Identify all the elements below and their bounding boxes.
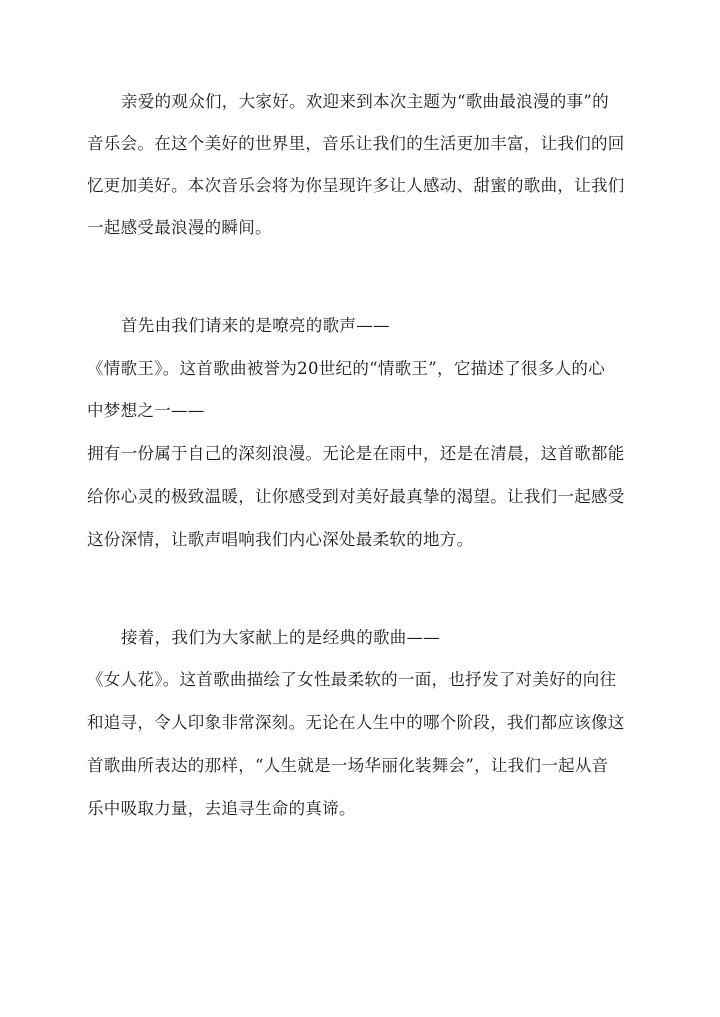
paragraph-3-line-2: 《女人花》。这首歌曲描绘了女性最柔软的一面，也抒发了对美好的向往 [87, 670, 617, 689]
paragraph-3-line-5: 乐中吸取力量，去追寻生命的真谛。 [87, 799, 356, 818]
paragraph-2-line-2: 《情歌王》。这首歌曲被誉为20世纪的“情歌王”，它描述了很多人的心 [87, 359, 606, 378]
paragraph-3-line-4: 首歌曲所表达的那样，“人生就是一场华丽化装舞会”，让我们一起从音 [87, 756, 609, 775]
paragraph-2-line-5: 给你心灵的极致温暖，让你感受到对美好最真挚的渴望。让我们一起感受 [87, 487, 625, 506]
paragraph-1-line-4: 一起感受最浪漫的瞬间。 [87, 218, 272, 237]
paragraph-2-line-1: 首先由我们请来的是嘹亮的歌声—— [121, 316, 390, 335]
paragraph-3-line-3: 和追寻，令人印象非常深刻。无论在人生中的哪个阶段，我们都应该像这 [87, 713, 625, 732]
paragraph-2-line-6: 这份深情，让歌声唱响我们内心深处最柔软的地方。 [87, 530, 474, 549]
paragraph-3-line-1: 接着，我们为大家献上的是经典的歌曲—— [121, 628, 441, 647]
paragraph-2-line-4: 拥有一份属于自己的深刻浪漫。无论是在雨中，还是在清晨，这首歌都能 [87, 444, 625, 463]
paragraph-1-line-2: 音乐会。在这个美好的世界里，音乐让我们的生活更加丰富，让我们的回 [87, 134, 625, 153]
paragraph-1-line-1: 亲爱的观众们，大家好。欢迎来到本次主题为“歌曲最浪漫的事”的 [121, 92, 609, 111]
paragraph-2-line-3: 中梦想之一—— [87, 401, 205, 420]
paragraph-1-line-3: 忆更加美好。本次音乐会将为你呈现许多让人感动、甜蜜的歌曲，让我们 [87, 176, 625, 195]
